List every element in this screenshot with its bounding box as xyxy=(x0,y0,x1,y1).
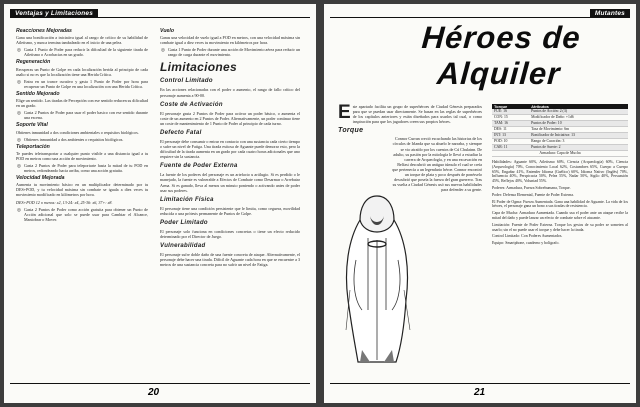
table-row: CON: 15 Modificador de Daño: +1d6 xyxy=(492,115,628,121)
title-line-1: Héroes de xyxy=(420,20,582,55)
paragraph: Recuperas un Punto de Golpe en cada localización herida al principio de cada asalto si no es que la localización tiene una Herida Crítica. xyxy=(16,66,148,77)
table-row: INT: 13 Bonificador de Iniciativa: 13 xyxy=(492,133,628,139)
paragraph: El personaje tiene una condición persistente que le limita, como ceguera, movilidad reducida o una prótesis permanente de Puntos de Golpe. xyxy=(160,205,300,216)
right-column-2 xyxy=(492,104,628,374)
table-row: TAM: 16 Puntos de Poder: 10 xyxy=(492,121,628,127)
heading-vulnerabilidad: Vulnerabilidad xyxy=(160,243,206,250)
paragraph: Te puedes teletransportar a cualquier punto visible a una distancia igual a tu POD en metros como una acción de movimiento. xyxy=(16,150,148,161)
paragraph: El personaje debe consumir o entrar en contacto con una sustancia cada cierto tiempo o sufre un nivel de Fatiga. Una tirada exitosa de Aguante puede demorar esto, pero la dificultad de la tirada aumenta en un grado por cada cuatro horas adicionales que uno requiere sin la sustancia. xyxy=(160,138,300,160)
bullet: ◎ Gasta 1 Punto de Poder para reducir la dificultad de la siguiente tirada de Atletismo o Acrobacias en un grado. xyxy=(16,47,148,57)
left-column-2 xyxy=(160,26,300,376)
paragraph: Gana una bonificación a iniciativa igual al rango de crítico de su habilidad de Atletismo, y nunca termina tambaleado en el inicio de una pelea. xyxy=(16,35,148,46)
bullet: ◎ Obtienes inmunidad a dos ambientes o requisitos biológicos. xyxy=(16,137,148,142)
table-header: Torque xyxy=(492,104,529,109)
table-row: CAR: 11 Puntos de Suerte: 2 xyxy=(492,145,628,151)
drop-cap: E xyxy=(338,104,351,123)
heading-reacciones: Reacciones Mejoradas xyxy=(16,28,72,34)
bullet: ◎ Entra en un trance curativo y gasta 1 Punto de Poder por hora para recuperar un Punto de Golpe en una localización con una Herida Crítica. xyxy=(16,79,148,89)
paragraph: Capa de Mucha: Armadura Aumentada. Cuando usa el poder ante un ataque recibe la mitad del daño y puede lanzar un efecto de combate sobre el atacante. xyxy=(492,211,628,220)
paragraph: Poderes: Armadura, Fuerza Sobrehumana, Torque. xyxy=(492,185,571,190)
bullet: ◎ Gasta 2 Puntos de Poder como acción gratuita para obtener un Punto de Acción adicional que solo se puede usar para Cambiar el Alcance, Maniobrar o Mover. xyxy=(16,207,148,222)
stats-table xyxy=(492,104,628,157)
heading-limitaciones: Limitaciones xyxy=(160,60,237,75)
right-page xyxy=(324,4,636,403)
paragraph: El Poder de Ogma: Fuerza Aumentada. Gana una habilidad de Aguante. La vida de los héroes, el personaje gana un bono a sus tiradas de resistencia. xyxy=(492,199,628,209)
paragraph: Equipo: Smartphone, cuaderno y bolígrafo. xyxy=(492,241,560,246)
paragraph: El personaje solo funciona en condiciones concretas o tiene un efecto reducido determinado por el Director de Juego. xyxy=(160,228,300,239)
paragraph: Habilidades: Aguante 60%, Atletismo 60%, Ciencia (Arqueología) 60%, Ciencia (Arqueología) 70%, Conocimiento Local 62%, Costumbres 65%, Cuerpo a Cuerpo 65%, Engañar 41%, Entender Idioma (Gaélico) 60%, Idioma Nativo (Inglés) 70%, Influencia 40%, Perspicacia 50%, Pelea 55%, Nadar 50%, Sigilo 40%, Persuasión 45%, Reflejos 40%, Voluntad 55%. xyxy=(492,160,628,184)
right-footer-rule xyxy=(330,383,630,384)
heading-limitacion-fisica: Limitación Física xyxy=(160,196,214,203)
paragraph: En las acciones relacionadas con el poder o aumento, el rango de fallo crítico del personaje aumenta a 90-00. xyxy=(160,87,300,98)
table-row: FUE: 16 Puntos de Acción: 2 (3) xyxy=(492,109,628,115)
heading-velocidad: Velocidad Mejorada xyxy=(16,175,65,182)
left-column-1 xyxy=(16,26,148,376)
paragraph: Aumenta tu movimiento básico en un multiplicador determinado por tu DES+POD, y tu velocidad máxima sin combate se iguala a diez veces tu movimiento modificado en kilómetros por hora. xyxy=(16,182,148,198)
intro-paragraph: Este apartado facilita un grupo de superhéroes de Ciudad Génesis preparados para que se puedan usar directamente. Se basan en las reglas de superhéroes de los capítulos anteriores y están diseñados para usarlos tal cual, o como inspiración para que los jugadores creen sus propios héroes. xyxy=(338,104,482,125)
bullet: ◎ Gasta 2 Puntos de Poder para teleportarte hasta la mitad de tu POD en metros, redondeando hacia arriba, como una acción gratuita. xyxy=(16,163,148,173)
heading-soporte: Soporte Vital xyxy=(16,122,48,129)
right-running-header: Mutantes xyxy=(590,9,630,18)
right-page-number: 21 xyxy=(474,387,486,398)
hooded-hero-illustration xyxy=(338,190,416,368)
paragraph: Ganas una velocidad de vuelo igual a POD en metros, con una velocidad máxima sin combate igual a diez veces tu movimiento en kilómetros por hora. xyxy=(160,35,300,46)
left-footer-rule xyxy=(10,383,310,384)
left-page xyxy=(4,4,316,403)
table-row: POD: 10 Rango de Curación: 3 xyxy=(492,139,628,145)
skills-block xyxy=(492,160,628,246)
table-header: Atributos xyxy=(529,104,628,109)
paragraph: Elige un sentido. Las tiradas de Percepción con ese sentido reducen su dificultad en un grado. xyxy=(16,98,148,109)
left-header-rule xyxy=(10,17,310,18)
right-header-rule xyxy=(330,17,630,18)
torque-paragraph: Connor Curran creció escuchando las historias de los círculos de Irlanda que su abuelo le narraba, y siempre se vio atraído por los cuentos de Cú Chulainn. De adulto, su pasión por la mitología le llevó a estudiar la carrera de Arqueología, y en una excavación en Belfast descubrió un antiguo túmulo el cual se creía que pertenecía a un legendario héroe. Connor encontró un torque de plata y poco después de ponérselo descubrió que poseía la fuerza del gran guerrero. Tras su vuelta a Ciudad Génesis usó sus nuevas habilidades para defender a su gente. xyxy=(392,136,482,193)
paragraph: DES+POD 12 o menos: x2, 13-24: x4, 25-36: x6, 37+: x8. xyxy=(16,199,113,205)
left-page-number: 20 xyxy=(148,387,160,398)
heading-control-limitado: Control Limitado xyxy=(160,78,213,85)
heading-fuente-poder: Fuente de Poder Externa xyxy=(160,163,238,170)
paragraph: La fuente de los poderes del personaje es un artefacto u artilugio. Si es perdido o le manejado, la fuente es vulnerable a Efectos de Combate como Desarmar o Arrebatar Arma. Si es ganado, lleva al menos un minuto poniendo o activando antes de poder usar sus poderes. xyxy=(160,172,300,193)
table-row: Armadura: Capa de Mucha xyxy=(492,151,628,157)
heading-torque: Torque xyxy=(338,127,364,135)
heading-sentido: Sentido Mejorado xyxy=(16,90,60,97)
paragraph: Obtienes inmunidad a dos condiciones ambientales o requisitos biológicos. xyxy=(16,129,139,135)
heading-defecto-fatal: Defecto Fatal xyxy=(160,129,202,136)
paragraph: El personaje gasta 2 Puntos de Poder para activar un poder básico, o aumenta el coste de un aumento en 2 Puntos de Poder. Alternativamente, un poder continuo tiene un coste de mantenimiento de 1 Punto de Poder al principio de cada turno. xyxy=(160,110,300,126)
left-running-header: Ventajas y Limitaciones xyxy=(10,9,98,18)
paragraph: Limitación: Fuente de Poder Externa. Torque los gestos de su poder se someten al usarlo; sin el no puede usar el torque y debe hacer la tirada. xyxy=(492,222,628,232)
heading-poder-limitado: Poder Limitado xyxy=(160,219,208,226)
page-title xyxy=(387,20,612,92)
heading-coste-activacion: Coste de Activación xyxy=(160,101,223,108)
heading-vuelo: Vuelo xyxy=(160,28,175,34)
bullet: ◎ Gasta 2 Puntos de Poder para usar el poder basico con ese sentido durante una escena. xyxy=(16,110,148,120)
paragraph: El personaje sufre doble daño de una fuente concreta de ataque. Alternativamente, el personaje debe hacer una tirada. Difícil de Aguante cada hora en que se encuentre a 3 metros de una sustancia concreta para no sufrir un nivel de Fatiga. xyxy=(160,252,300,268)
heading-teleportacion: Teleportación xyxy=(16,143,50,150)
table-row: DES: 11 Tasa de Movimiento: 6m xyxy=(492,127,628,133)
paragraph: Poder: Defensa Elemental, Fuente de Poder Externa. xyxy=(492,192,574,197)
bullet: ◎ Gasta 1 Punto de Poder durante una acción de Movimiento aérea para reducir un rango de carga durante el movimiento. xyxy=(160,47,300,57)
heading-regeneracion: Regeneración xyxy=(16,59,51,66)
paragraph: Control Limitado: Con Poderes Aumentados. xyxy=(492,234,563,239)
title-line-2: Alquiler xyxy=(435,56,562,91)
